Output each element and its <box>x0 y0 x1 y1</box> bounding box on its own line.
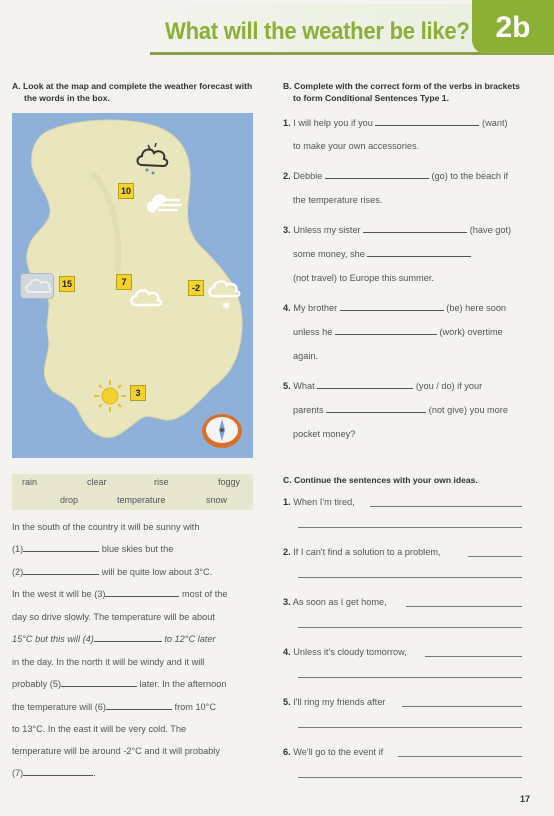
question-b4-number: 4. <box>283 303 291 313</box>
map-number-west: 15 <box>59 276 75 292</box>
answer-c2-line2[interactable] <box>298 577 522 578</box>
question-b1-verb: (want) <box>482 118 508 128</box>
answer-b1[interactable] <box>375 125 479 126</box>
sun-icon <box>92 378 128 419</box>
answer-c3-line2[interactable] <box>298 627 522 628</box>
word-foggy: foggy <box>218 477 241 487</box>
blank-label-7: (7) <box>12 768 24 778</box>
question-b4-verb-b: (work) overtime <box>439 327 503 337</box>
map-number-centre: 7 <box>116 274 132 290</box>
answer-c1-line2[interactable] <box>298 527 522 528</box>
answer-b5b[interactable] <box>326 412 426 413</box>
forecast-line-7: in the day. In the north it will be windy and it will <box>12 657 205 667</box>
question-c2 <box>283 546 441 558</box>
question-c4 <box>283 646 407 658</box>
map-number-south: 3 <box>130 385 146 401</box>
question-b5-text-c: parents <box>293 405 324 415</box>
blank-3[interactable] <box>105 596 179 597</box>
blank-4[interactable] <box>94 641 162 642</box>
question-c3-text: As soon as I get home, <box>292 597 387 607</box>
forecast-line-8 <box>12 678 226 690</box>
question-c3 <box>283 596 387 608</box>
question-c4-text: Unless it's cloudy tomorrow, <box>293 647 407 657</box>
blank-label-3: In the west it will be (3) <box>12 589 106 599</box>
question-b1-line1 <box>283 117 508 129</box>
forecast-line-9-rest: from 10°C <box>174 702 216 712</box>
answer-c5-line1[interactable] <box>402 706 522 707</box>
question-c3-number: 3. <box>283 597 291 607</box>
question-b2-text-a: Debbie <box>293 171 323 181</box>
forecast-line-12 <box>12 767 96 779</box>
question-b5-number: 5. <box>283 381 291 391</box>
question-b3-text-c: some money, she <box>293 249 365 259</box>
question-c4-number: 4. <box>283 647 291 657</box>
blank-7[interactable] <box>23 775 93 776</box>
page-number: 17 <box>520 794 531 804</box>
blank-6[interactable] <box>106 709 172 710</box>
question-c5 <box>283 696 385 708</box>
answer-c6-line1[interactable] <box>398 756 522 757</box>
map-number-north: 10 <box>118 183 134 199</box>
wind-icon <box>140 188 184 223</box>
question-c1 <box>283 496 355 508</box>
forecast-line-3 <box>12 566 212 578</box>
answer-c6-line2[interactable] <box>298 777 522 778</box>
forecast-line-2-rest: blue skies but the <box>101 544 174 554</box>
word-temperature: temperature <box>117 495 166 505</box>
blank-5[interactable] <box>61 686 137 687</box>
section-c-instruction: C. Continue the sentences with your own ideas. <box>283 475 478 485</box>
forecast-line-4 <box>12 588 227 600</box>
snow-cloud-icon <box>206 276 242 317</box>
unit-badge: 2b <box>472 0 554 54</box>
answer-c1-line1[interactable] <box>370 506 522 507</box>
answer-b2[interactable] <box>325 178 429 179</box>
answer-b3a[interactable] <box>363 232 467 233</box>
answer-c3-line1[interactable] <box>406 606 522 607</box>
compass-icon <box>200 411 244 456</box>
section-b-instruction-line2: to form Conditional Sentences Type 1. <box>293 93 449 103</box>
forecast-line-10: to 13°C. In the east it will be very cold. The <box>12 724 187 734</box>
answer-b3b[interactable] <box>367 256 471 257</box>
question-b5-verb-b: (not give) you more <box>428 405 508 415</box>
question-c6-text: We'll go to the event if <box>293 747 384 757</box>
question-b4-line2 <box>293 326 503 338</box>
blank-1[interactable] <box>23 551 99 552</box>
answer-c5-line2[interactable] <box>298 727 522 728</box>
question-b3-text-a: Unless my sister <box>293 225 361 235</box>
question-b5-line3: pocket money? <box>293 429 356 439</box>
page-title: What will the weather be like? <box>165 18 470 45</box>
question-b4-line1 <box>283 302 506 314</box>
blank-label-2: (2) <box>12 567 24 577</box>
question-b4-verb-a: (be) here soon <box>446 303 507 313</box>
answer-b5a[interactable] <box>317 388 413 389</box>
question-b4-line3: again. <box>293 351 319 361</box>
question-b2-verb: (go) to the beach if <box>431 171 509 181</box>
question-c5-number: 5. <box>283 697 291 707</box>
forecast-line-4-rest: most of the <box>182 589 228 599</box>
question-b4-text-c: unless he <box>293 327 333 337</box>
question-b3-verb-a: (have got) <box>469 225 512 235</box>
section-a-instruction-line1: A. Look at the map and complete the weather forecast with <box>12 81 253 91</box>
forecast-line-6 <box>12 633 216 645</box>
section-b-instruction <box>283 80 520 104</box>
answer-c4-line1[interactable] <box>425 656 522 657</box>
fog-icon <box>20 273 54 299</box>
question-b3-number: 3. <box>283 225 291 235</box>
forecast-line-8-rest: later. In the afternoon <box>139 679 227 689</box>
forecast-line-2 <box>12 543 173 555</box>
answer-b4a[interactable] <box>340 310 444 311</box>
question-b4-text-a: My brother <box>293 303 338 313</box>
question-b2-line2: the temperature rises. <box>293 195 383 205</box>
question-c1-text: When I'm tired, <box>293 497 355 507</box>
question-b3-line2 <box>293 248 471 260</box>
word-rain: rain <box>22 477 38 487</box>
question-b2-number: 2. <box>283 171 291 181</box>
answer-c4-line2[interactable] <box>298 677 522 678</box>
forecast-line-6-rest: to 12°C later <box>164 634 216 644</box>
cloud-icon <box>128 285 164 314</box>
question-c6-number: 6. <box>283 747 291 757</box>
question-c5-text: I'll ring my friends after <box>293 697 386 707</box>
svg-text:✱: ✱ <box>222 301 231 312</box>
section-a-instruction <box>12 80 252 104</box>
forecast-line-1: In the south of the country it will be sunny with <box>12 522 200 532</box>
question-b5-verb-a: (you / do) if your <box>415 381 483 391</box>
blank-label-1: (1) <box>12 544 24 554</box>
section-b-instruction-line1: B. Complete with the correct form of the verbs in brackets <box>283 81 520 91</box>
forecast-line-11: temperature will be around -2°C and it will probably <box>12 746 220 756</box>
question-c1-number: 1. <box>283 497 291 507</box>
question-b2-line1 <box>283 170 508 182</box>
question-b3-line1 <box>283 224 511 236</box>
storm-cloud-icon <box>134 143 170 182</box>
question-b1-text-a: I will help you if you <box>293 118 373 128</box>
question-c6 <box>283 746 383 758</box>
forecast-line-3-rest: will be quite low about 3°C. <box>101 567 213 577</box>
map-number-east: -2 <box>188 280 204 296</box>
blank-label-6: the temperature will (6) <box>12 702 106 712</box>
section-a-instruction-line2: the words in the box. <box>24 93 110 103</box>
forecast-line-12-rest: . <box>93 768 96 778</box>
blank-label-4: 15°C but this will (4) <box>12 634 94 644</box>
question-b5-line2 <box>293 404 508 416</box>
word-rise: rise <box>154 477 169 487</box>
word-clear: clear <box>87 477 107 487</box>
answer-b4b[interactable] <box>335 334 437 335</box>
forecast-line-9 <box>12 701 216 713</box>
blank-label-5: probably (5) <box>12 679 62 689</box>
question-b5-line1 <box>283 380 482 392</box>
word-box <box>12 474 253 510</box>
question-b5-text-a: What <box>293 381 315 391</box>
forecast-line-5: day so drive slowly. The temperature will be about <box>12 612 215 622</box>
blank-2[interactable] <box>23 574 99 575</box>
question-b1-number: 1. <box>283 118 291 128</box>
word-snow: snow <box>206 495 228 505</box>
answer-c2-line1[interactable] <box>468 556 522 557</box>
question-c2-number: 2. <box>283 547 291 557</box>
question-c2-text: If I can't find a solution to a problem, <box>293 547 441 557</box>
question-b3-line3: (not travel) to Europe this summer. <box>293 273 434 283</box>
question-b1-line2: to make your own accessories. <box>293 141 420 151</box>
word-drop: drop <box>60 495 79 505</box>
weather-map <box>12 113 253 458</box>
